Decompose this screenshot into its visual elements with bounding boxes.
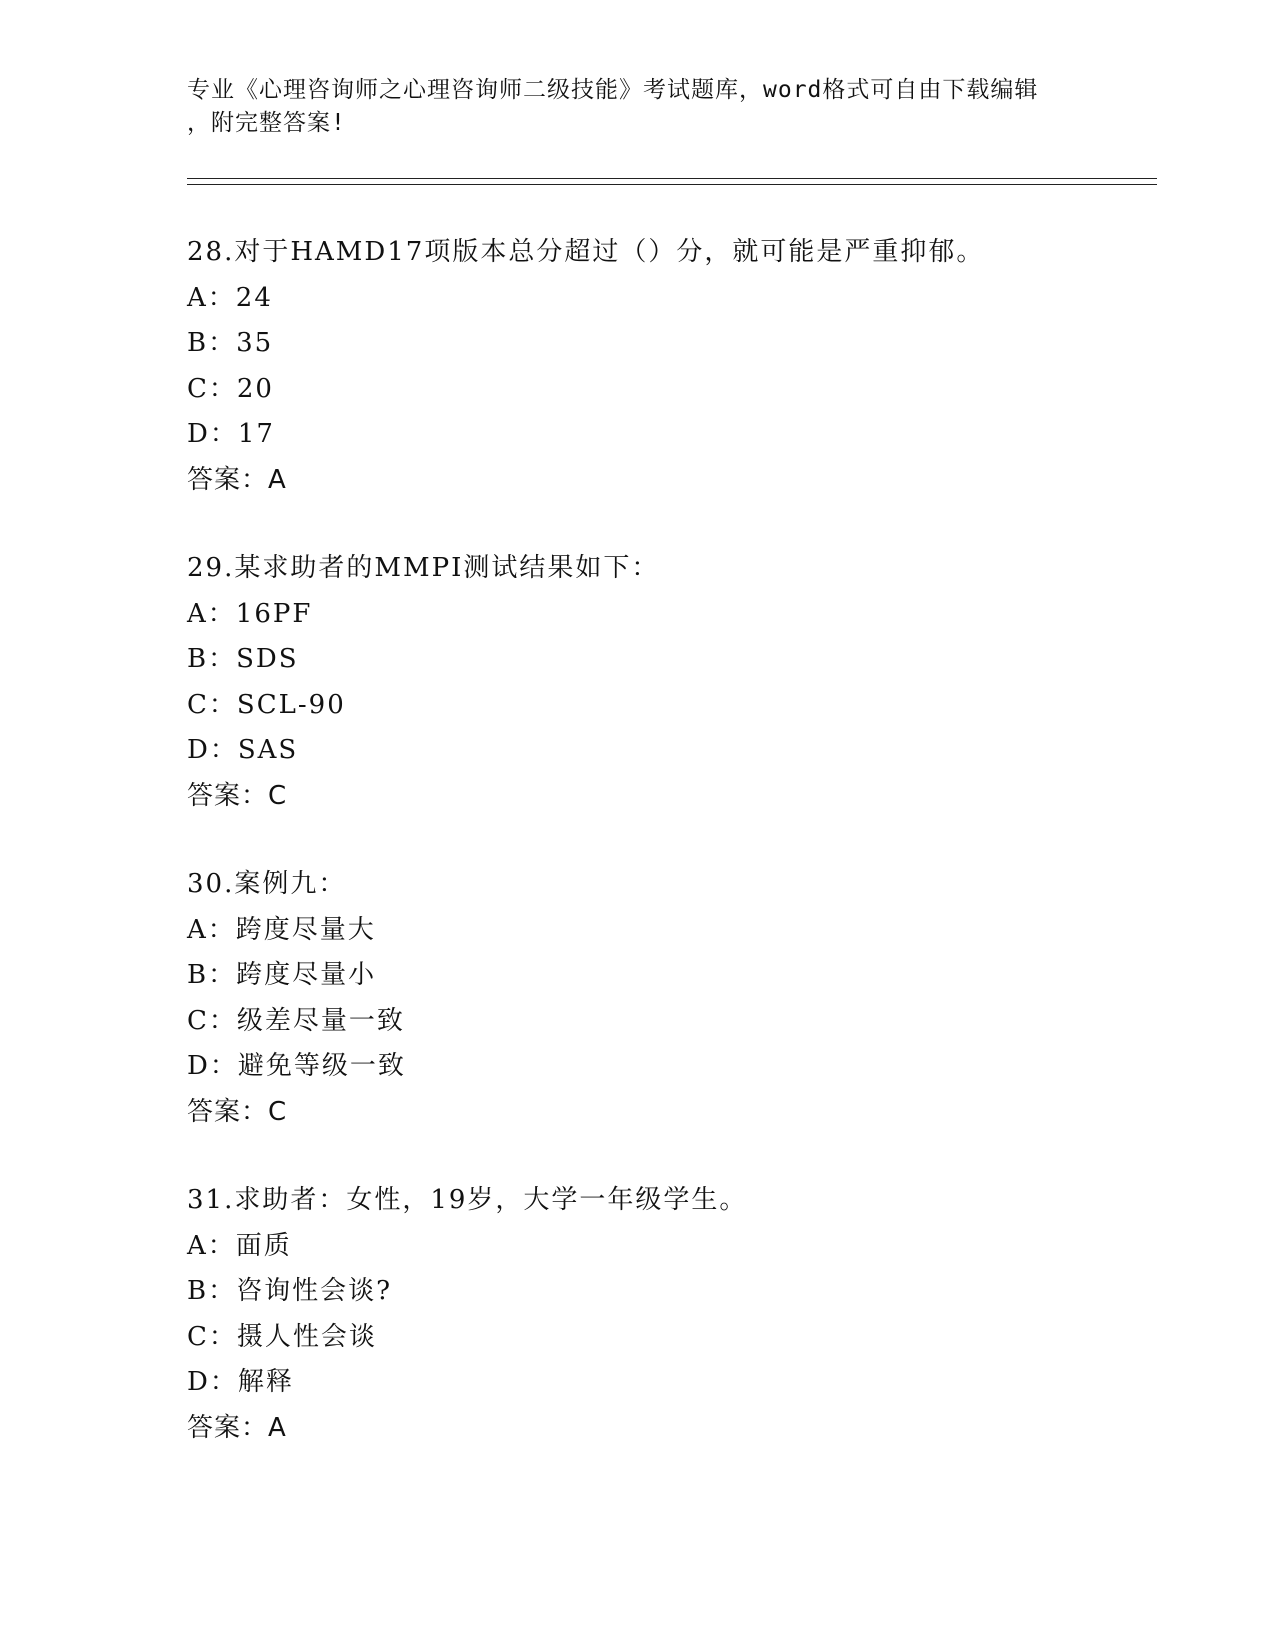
option-b: B：咨询性会谈?	[187, 1276, 393, 1306]
option-c: C：SCL-90	[187, 689, 346, 720]
option-d: D：解释	[187, 1367, 294, 1397]
answer-line: 答案：C	[187, 780, 288, 811]
question-text: 28.对于HAMD17项版本总分超过（）分，就可能是严重抑郁。	[187, 237, 985, 267]
header-divider-bottom	[187, 184, 1157, 185]
option-a: A：16PF	[187, 598, 313, 629]
option-c: C：级差尽量一致	[187, 1005, 405, 1036]
option-d: D：避免等级一致	[187, 1051, 406, 1081]
option-d: D：SAS	[187, 735, 299, 765]
header-line-2: ，附完整答案!	[187, 110, 346, 136]
option-a: A：面质	[187, 1230, 292, 1261]
option-b: B：跨度尽量小	[187, 960, 377, 990]
option-a: A：24	[187, 282, 273, 313]
header-line-1: 专业《心理咨询师之心理咨询师二级技能》考试题库，word格式可自由下载编辑	[187, 77, 1039, 103]
question-block	[187, 230, 1167, 503]
question-block	[187, 862, 1167, 1135]
option-c: C：20	[187, 373, 274, 404]
option-a: A：跨度尽量大	[187, 914, 376, 945]
answer-line: 答案：A	[187, 1412, 287, 1443]
option-d: D：17	[187, 419, 275, 449]
question-block	[187, 546, 1167, 819]
answer-line: 答案：A	[187, 464, 287, 495]
document-header	[187, 74, 1087, 140]
header-divider-top	[187, 178, 1157, 179]
option-c: C：摄人性会谈	[187, 1321, 377, 1352]
question-text: 31.求助者：女性，19岁，大学一年级学生。	[187, 1185, 748, 1215]
question-text: 30.案例九：	[187, 869, 347, 899]
option-b: B：SDS	[187, 644, 299, 674]
option-b: B：35	[187, 328, 274, 358]
answer-line: 答案：C	[187, 1096, 288, 1127]
question-block	[187, 1178, 1167, 1451]
question-text: 29.某求助者的MMPI测试结果如下：	[187, 553, 660, 583]
